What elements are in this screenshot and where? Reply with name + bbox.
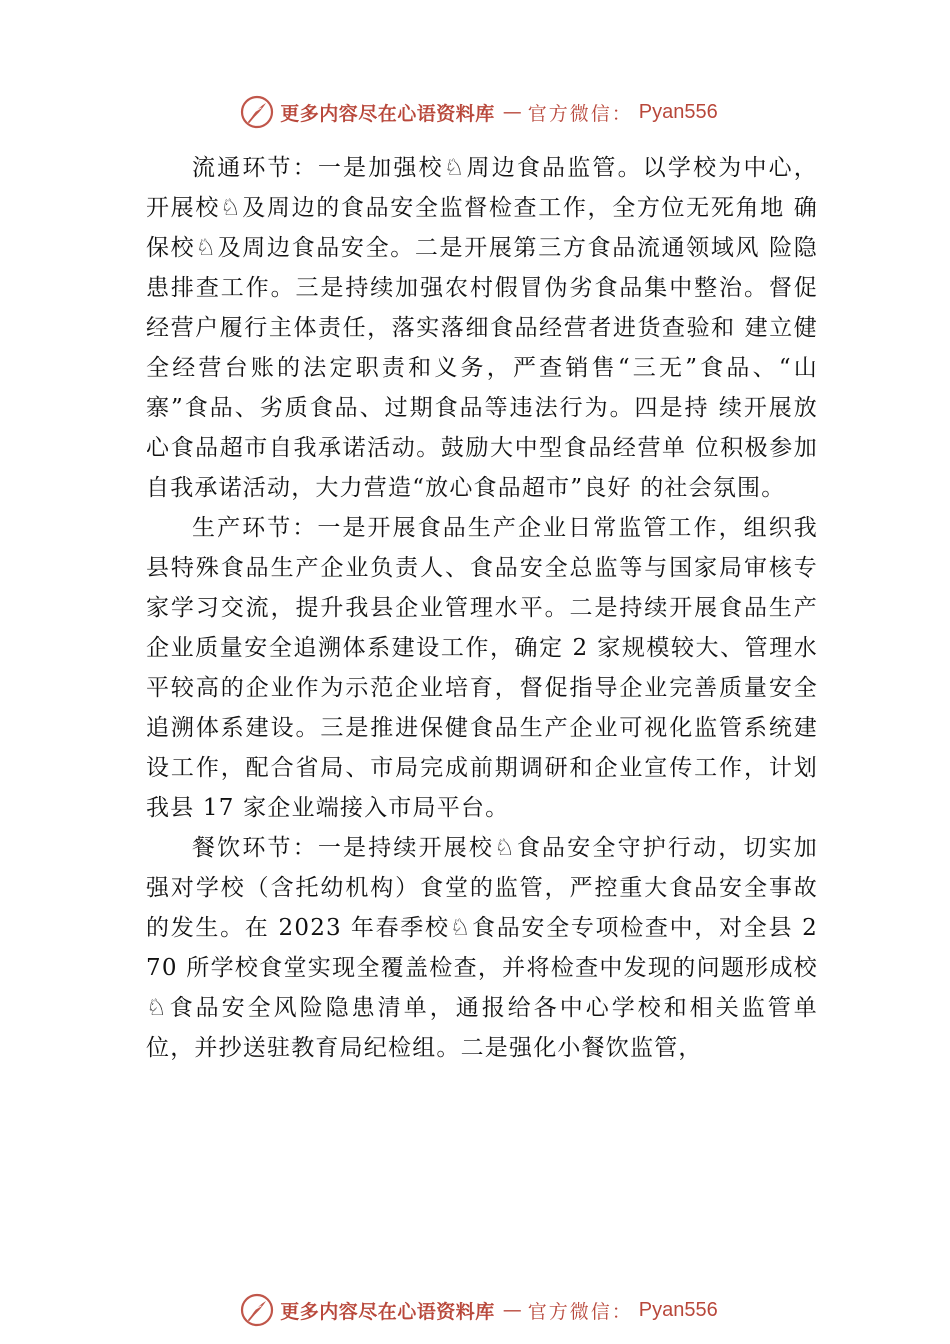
header-banner-title: 更多内容尽在心语资料库 <box>280 102 495 125</box>
feather-quill-logo-icon <box>240 1293 274 1327</box>
footer-banner-title: 更多内容尽在心语资料库 <box>280 1300 495 1323</box>
footer-banner-content <box>240 1293 718 1327</box>
header-banner-dash: — <box>502 101 522 123</box>
header-banner-content <box>240 95 718 129</box>
footer-banner-wechat-label: 官方微信： <box>527 1300 633 1323</box>
footer-banner <box>0 1290 950 1330</box>
paragraph-production: 生产环节：一是开展食品生产企业日常监管工作，组织我县特殊食品生产企业负责人、食品安全总监等与国家局审核专家学习交流，提升我县企业管理水平。二是持续开展食品生产企业质量安全追溯体系建设工作，确定 2 家规模较大、管理水平较高的企业作为示范企业培育，督促指导企业完善质量安全追溯体系建设。三是推进保健食品生产企业可视化监管系统建设工作，配合省局、市局完成前期调研和企业宣传工作，计划我县 17 家企业端接入市局平台。 <box>146 515 818 821</box>
paragraph-catering: 餐饮环节：一是持续开展校♘食品安全守护行动，切实加强对学校（含托幼机构）食堂的监管，严控重大食品安全事故的发生。在 2023 年春季校♘食品安全专项检查中，对全县 270 所学校食堂实现全覆盖检查，并将检查中发现的问题形成校♘食品安全风险隐患清单，通报给各中心学校和相关监管单位，并抄送驻教育局纪检组。二是强化小餐饮监管， <box>146 835 818 1061</box>
document-body <box>146 148 818 1068</box>
feather-quill-logo-icon <box>240 95 274 129</box>
footer-banner-wechat-id: Pyan556 <box>638 1298 718 1321</box>
footer-banner-dash: — <box>502 1299 522 1321</box>
header-banner <box>0 92 950 132</box>
header-banner-wechat-id: Pyan556 <box>638 100 718 123</box>
header-banner-wechat-label: 官方微信： <box>527 102 633 125</box>
paragraph-circulation: 流通环节：一是加强校♘周边食品监管。以学校为中心，开展校♘及周边的食品安全监督检查工作，全方位无死角地 确保校♘及周边食品安全。二是开展第三方食品流通领域风 险隐患排查工作。三是持续加强农村假冒伪劣食品集中整治。督促经营户履行主体责任，落实落细食品经营者进货查验和 建立健全经营台账的法定职责和义务，严查销售“三无”食品、“山寨”食品、劣质食品、过期食品等违法行为。四是持 续开展放心食品超市自我承诺活动。鼓励大中型食品经营单 位积极参加自我承诺活动，大力营造“放心食品超市”良好 的社会氛围。 <box>146 155 818 501</box>
